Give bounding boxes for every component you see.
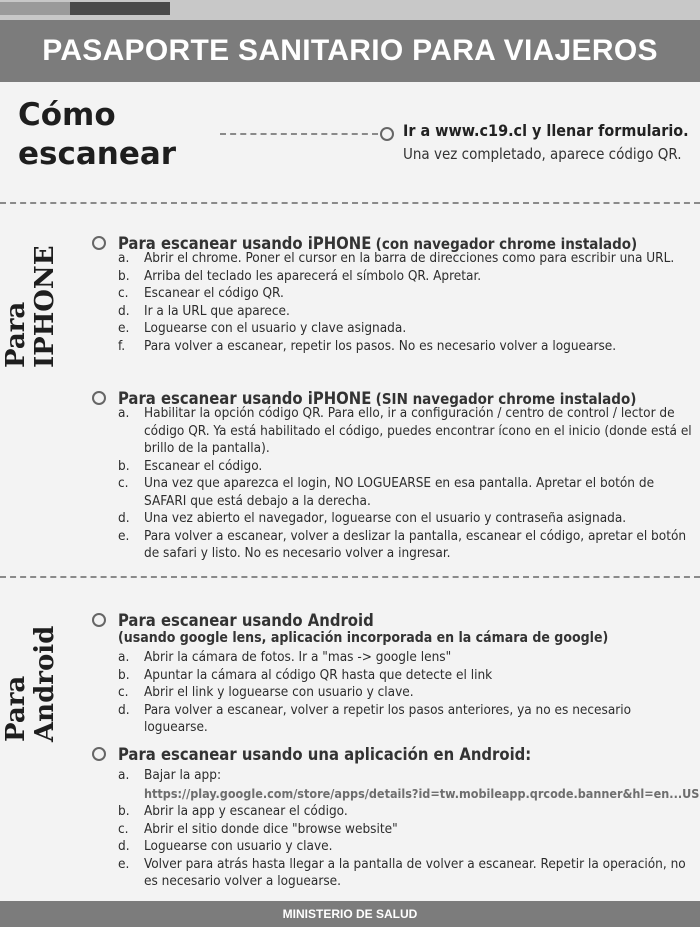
top-strip-segment (70, 2, 170, 15)
android-side-label-line1: Para (1, 675, 31, 742)
section-heading-note: (con navegador chrome instalado) (375, 235, 638, 253)
list-item-text: Abrir el sitio donde dice "browse website" (144, 820, 398, 837)
instruction-list (118, 649, 698, 737)
list-item-text: Volver para atrás hasta llegar a la pantalla de volver a escanear. Repetir la operación, no es necesario volver a loguearse. (144, 855, 686, 889)
section-divider (0, 576, 700, 578)
list-item (118, 838, 698, 856)
list-item-letter: b. (118, 803, 130, 819)
list-item-text: Habilitar la opción código QR. Para ello, ir a configuración / centro de control / lector de código QR. Ya está habilitado el código, puedes encontrar ícono en el inicio (donde está el brillo de la pantalla). (144, 405, 692, 456)
list-item (118, 649, 698, 667)
list-item-text: Abrir la app y escanear el código. (144, 803, 348, 819)
android-side-label (2, 626, 60, 742)
bullet-circle-icon (92, 747, 106, 761)
section-divider (0, 202, 700, 204)
bullet-circle-icon (92, 236, 106, 250)
list-item-text: Para volver a escanear, volver a deslizar la pantalla, escanear el código, apretar el botón de safari y listo. No es necesario volver a ingresar. (144, 527, 687, 561)
section-heading-title: Para escanear usando Android (118, 611, 374, 630)
list-item-letter: d. (118, 838, 130, 854)
list-item (118, 510, 698, 528)
instruction-list (118, 250, 698, 355)
list-item-text: Una vez que aparezca el login, NO LOGUEARSE en esa pantalla. Apretar el botón de SAFARI que está debajo a la derecha. (144, 475, 655, 509)
list-item (118, 856, 698, 891)
bullet-circle-icon (92, 613, 106, 627)
app-download-link[interactable]: https://play.google.com/store/apps/details?id=tw.mobileapp.qrcode.banner&hl=en...US (144, 785, 700, 801)
iphone-side-label (2, 245, 60, 368)
list-item-letter: e. (118, 855, 130, 872)
list-item (118, 405, 698, 458)
list-item (118, 303, 698, 321)
list-item-text: Loguearse con usuario y clave. (144, 838, 333, 854)
list-item-text: Abrir el link y loguearse con usuario y clave. (144, 684, 414, 700)
list-item (118, 475, 698, 510)
list-item-letter: a. (118, 649, 130, 665)
list-item-letter: a. (118, 250, 130, 266)
list-item-text: Escanear el código. (144, 457, 263, 474)
section-heading-title: Para escanear usando iPHONE (118, 389, 372, 408)
page-title: PASAPORTE SANITARIO PARA VIAJEROS (0, 20, 700, 82)
list-item (118, 320, 698, 338)
list-item (118, 821, 698, 839)
list-item-text: Bajar la app: (144, 767, 222, 783)
list-item-text: Una vez abierto el navegador, loguearse con el usuario y contraseña asignada. (144, 510, 627, 526)
list-item (118, 285, 698, 303)
list-item (118, 250, 698, 268)
bullet-circle-icon (92, 391, 106, 405)
list-item-text: Para volver a escanear, repetir los pasos. No es necesario volver a loguearse. (144, 337, 617, 354)
iphone-side-label-line2: IPHONE (30, 245, 60, 368)
intro-dashed-connector (220, 133, 378, 135)
list-item-letter: b. (118, 457, 130, 474)
section-heading-note: (SIN navegador chrome instalado) (375, 390, 637, 408)
section-heading (118, 745, 531, 764)
instruction-list (118, 405, 698, 563)
list-item-letter: e. (118, 527, 130, 544)
intro-step-main: Ir a www.c19.cl y llenar formulario. (403, 121, 689, 140)
list-item-letter: c. (118, 475, 129, 491)
list-item (118, 767, 698, 803)
list-item (118, 667, 698, 685)
top-strip (0, 0, 700, 20)
list-item (118, 528, 698, 563)
section-heading-title: Para escanear usando iPHONE (118, 234, 372, 253)
how-to-heading-line1: Cómo (18, 97, 116, 133)
list-item-text: Ir a la URL que aparece. (144, 302, 290, 319)
list-item-text: Abrir el chrome. Poner el cursor en la barra de direcciones como para escribir una URL. (144, 250, 675, 266)
list-item-letter: a. (118, 767, 130, 783)
how-to-heading (18, 96, 176, 174)
list-item (118, 803, 698, 821)
list-item-letter: a. (118, 405, 130, 421)
list-item (118, 684, 698, 702)
iphone-side-label-line1: Para (1, 301, 31, 368)
list-item-letter: d. (118, 302, 130, 319)
list-item-letter: c. (118, 684, 129, 700)
how-to-heading-line2: escanear (18, 136, 177, 172)
list-item (118, 338, 698, 356)
list-item-letter: d. (118, 701, 130, 718)
list-item-letter: f. (118, 337, 126, 354)
list-item-text: Arriba del teclado les aparecerá el símbolo QR. Apretar. (144, 267, 482, 284)
list-item (118, 702, 698, 737)
list-item-letter: c. (118, 285, 129, 301)
section-heading (118, 611, 608, 646)
footer-ministry: MINISTERIO DE SALUD (0, 901, 700, 927)
list-item (118, 268, 698, 286)
bullet-circle-icon (380, 127, 394, 141)
instruction-list (118, 767, 698, 891)
list-item-letter: e. (118, 320, 130, 336)
android-side-label-line2: Android (30, 625, 60, 742)
list-item-text: Abrir la cámara de fotos. Ir a "mas -> google lens" (144, 649, 452, 665)
list-item-letter: b. (118, 267, 130, 284)
intro-step-detail: Una vez completado, aparece código QR. (403, 145, 682, 163)
list-item-text: Escanear el código QR. (144, 285, 284, 301)
section-subheading: (usando google lens, aplicación incorporada en la cámara de google) (118, 630, 609, 646)
list-item-letter: d. (118, 510, 130, 526)
list-item-text: Apuntar la cámara al código QR hasta que detecte el link (144, 666, 493, 683)
list-item (118, 458, 698, 476)
section-heading-title: Para escanear usando una aplicación en Android: (118, 745, 532, 764)
list-item-letter: b. (118, 666, 130, 683)
top-strip-segment (0, 2, 70, 15)
list-item-text: Loguearse con el usuario y clave asignada. (144, 320, 407, 336)
list-item-text: Para volver a escanear, volver a repetir los pasos anteriores, ya no es necesario loguearse. (144, 701, 632, 735)
list-item-letter: c. (118, 820, 129, 837)
